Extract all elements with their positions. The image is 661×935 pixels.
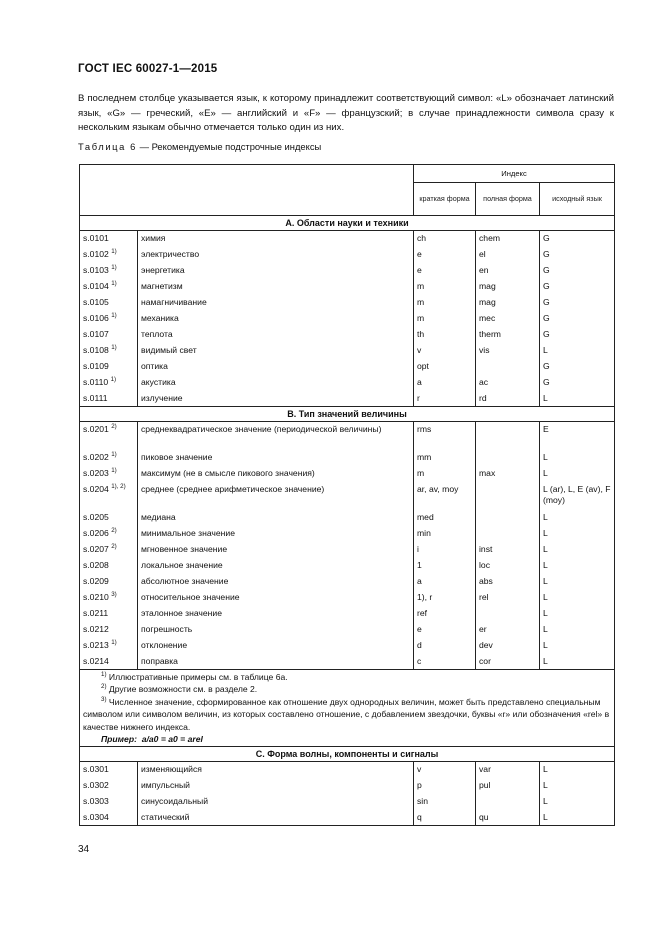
cell-full-form: dev [476,638,540,654]
cell-code [80,295,138,311]
cell-name: видимый свет [138,343,414,359]
table-row [80,231,615,247]
cell-full-form: rd [476,391,540,407]
note-1 [83,671,611,683]
cell-code [80,311,138,327]
cell-language: G [540,295,615,311]
table-row [80,638,615,654]
footnote-mark: 2) [111,526,117,534]
section-b-rows [80,422,615,670]
cell-code [80,590,138,606]
code-text: s.0203 [83,467,109,478]
note-2-mark: 2) [101,683,107,691]
cell-full-form [476,526,540,542]
code-text: s.0213 [83,639,109,650]
code-text: s.0301 [83,764,109,775]
cell-short-form: rms [414,422,476,450]
cell-language: L [540,606,615,622]
cell-code [80,247,138,263]
table-caption [78,141,321,152]
page-number: 34 [78,844,90,855]
cell-code [80,558,138,574]
cell-code [80,375,138,391]
cell-full-form [476,359,540,375]
section-a-title: А. Области науки и техники [80,216,615,231]
cell-full-form: cor [476,654,540,670]
footnote-mark: 1), 2) [111,482,126,490]
cell-full-form [476,606,540,622]
cell-code [80,279,138,295]
section-b-notes [80,670,615,747]
code-text: s.0204 [83,483,109,494]
cell-language: L [540,466,615,482]
table-row [80,311,615,327]
cell-language: L [540,450,615,466]
cell-language: E [540,422,615,450]
cell-short-form: min [414,526,476,542]
cell-name: эталонное значение [138,606,414,622]
cell-name: минимальное значение [138,526,414,542]
cell-short-form: d [414,638,476,654]
footnote-mark: 1) [111,638,117,646]
cell-code [80,263,138,279]
code-text: s.0214 [83,655,109,666]
cell-full-form: qu [476,810,540,826]
note-3-text: Численное значение, сформированное как отношение двух однородных величин, может быть представлено специальным символом или символом величин, из которых составлено отношение, с добавлением звездочки, буквы «r» или обозначения «rel» в качестве нижнего индекса. [83,696,610,732]
note-2-text: Другие возможности см. в разделе 2. [108,684,258,695]
cell-short-form: m [414,279,476,295]
table-row [80,295,615,311]
cell-full-form: rel [476,590,540,606]
cell-code [80,231,138,247]
code-text: s.0210 [83,591,109,602]
cell-name: синусоидальный [138,794,414,810]
table-header-source-language: исходный язык [540,183,615,216]
cell-code [80,510,138,526]
cell-name: теплота [138,327,414,343]
code-text: s.0202 [83,451,109,462]
footnote-mark: 1) [111,466,117,474]
cell-full-form: chem [476,231,540,247]
cell-full-form [476,422,540,450]
cell-short-form: m [414,295,476,311]
cell-short-form: a [414,574,476,590]
cell-language: L [540,526,615,542]
cell-language: G [540,327,615,343]
cell-full-form: el [476,247,540,263]
cell-short-form: 1), r [414,590,476,606]
cell-short-form: med [414,510,476,526]
code-text: s.0302 [83,779,109,790]
cell-code [80,359,138,375]
footnote-mark: 1) [111,263,117,271]
cell-full-form: loc [476,558,540,574]
table-row [80,375,615,391]
code-text: s.0207 [83,543,109,554]
code-text: s.0212 [83,623,109,634]
cell-full-form: er [476,622,540,638]
cell-full-form [476,450,540,466]
code-text: s.0102 [83,248,109,259]
cell-full-form: var [476,762,540,778]
table-row [80,279,615,295]
cell-full-form: max [476,466,540,482]
table-row [80,654,615,670]
cell-code [80,422,138,450]
cell-short-form: sin [414,794,476,810]
cell-language: L [540,654,615,670]
cell-code [80,622,138,638]
table-row [80,343,615,359]
cell-short-form: opt [414,359,476,375]
cell-language: L [540,558,615,574]
code-text: s.0201 [83,424,109,434]
footnote-mark: 1) [111,343,117,351]
cell-short-form: a [414,375,476,391]
table-row [80,622,615,638]
cell-code [80,574,138,590]
footnote-mark: 1) [111,311,117,319]
cell-code [80,542,138,558]
cell-short-form: p [414,778,476,794]
cell-name: абсолютное значение [138,574,414,590]
code-text: s.0211 [83,607,109,618]
cell-short-form: ref [414,606,476,622]
cell-code [80,810,138,826]
cell-name: магнетизм [138,279,414,295]
note-example [83,733,611,745]
cell-language: G [540,247,615,263]
cell-short-form: ch [414,231,476,247]
cell-language: G [540,231,615,247]
code-text: s.0208 [83,559,109,570]
cell-name: энергетика [138,263,414,279]
cell-short-form: ar, av, moy [414,482,476,510]
table-row [80,263,615,279]
cell-code [80,466,138,482]
cell-code [80,794,138,810]
code-text: s.0103 [83,264,109,275]
cell-name: механика [138,311,414,327]
cell-language: L [540,762,615,778]
cell-name: пиковое значение [138,450,414,466]
code-text: s.0101 [83,233,109,243]
cell-short-form: r [414,391,476,407]
table-caption-title: Рекомендуемые подстрочные индексы [151,141,322,152]
document-header: ГОСТ IEC 60027-1—2015 [78,63,218,75]
example-label: Пример: [101,734,137,745]
note-3-mark: 3) [101,695,107,703]
section-b-title: В. Тип значений величины [80,407,615,422]
cell-name: изменяющийся [138,762,414,778]
cell-language: L [540,391,615,407]
section-c-rows [80,762,615,826]
cell-short-form: v [414,762,476,778]
cell-name: медиана [138,510,414,526]
section-a-rows [80,231,615,407]
note-1-text: Иллюстративные примеры см. в таблице 6а. [108,672,288,682]
note-1-mark: 1) [101,671,107,678]
footnote-mark: 1) [111,450,117,458]
table-header-blank [80,165,414,216]
table-row [80,422,615,450]
note-3 [83,696,611,733]
cell-full-form: therm [476,327,540,343]
table-row [80,526,615,542]
cell-name: намагничивание [138,295,414,311]
cell-name: статический [138,810,414,826]
cell-short-form: i [414,542,476,558]
cell-short-form: q [414,810,476,826]
cell-full-form: abs [476,574,540,590]
cell-name: максимум (не в смысле пикового значения) [138,466,414,482]
cell-code [80,526,138,542]
code-text: s.0106 [83,312,109,323]
note-2 [83,683,611,695]
cell-code [80,606,138,622]
table-row [80,762,615,778]
cell-short-form: mm [414,450,476,466]
cell-language: G [540,359,615,375]
cell-name: импульсный [138,778,414,794]
cell-language: L [540,810,615,826]
cell-code [80,638,138,654]
cell-full-form: vis [476,343,540,359]
cell-full-form: mag [476,279,540,295]
cell-short-form: m [414,466,476,482]
cell-code [80,343,138,359]
footnote-mark: 1) [110,375,117,383]
cell-name: излучение [138,391,414,407]
code-text: s.0304 [83,811,109,822]
cell-name: поправка [138,654,414,670]
table-caption-label: Таблица 6 [78,141,137,152]
cell-name: локальное значение [138,558,414,574]
cell-code [80,450,138,466]
cell-full-form: inst [476,542,540,558]
table-row [80,466,615,482]
subscripts-table [79,164,615,826]
table-row [80,606,615,622]
code-text: s.0206 [83,527,109,538]
code-text: s.0110 [83,376,109,387]
table-row [80,558,615,574]
code-text: s.0104 [83,280,109,291]
cell-name: мгновенное значение [138,542,414,558]
cell-short-form: th [414,327,476,343]
cell-language: L [540,574,615,590]
cell-short-form: e [414,622,476,638]
cell-short-form: 1 [414,558,476,574]
cell-full-form [476,510,540,526]
code-text: s.0108 [83,344,109,355]
cell-language: L [540,542,615,558]
cell-language: L [540,510,615,526]
cell-code [80,327,138,343]
cell-code [80,482,138,510]
cell-full-form: mec [476,311,540,327]
table-row [80,510,615,526]
cell-language: L [540,638,615,654]
table-header-full-form: полная форма [476,183,540,216]
code-text: s.0105 [83,296,109,307]
table-row [80,247,615,263]
cell-name: погрешность [138,622,414,638]
cell-language: L [540,622,615,638]
cell-name: среднеквадратическое значение (периодической величины) [138,422,414,450]
cell-full-form: ac [476,375,540,391]
cell-name: относительное значение [138,590,414,606]
cell-language: L [540,343,615,359]
cell-language: G [540,279,615,295]
table-row [80,794,615,810]
table-header-short-form: краткая форма [414,183,476,216]
cell-code [80,391,138,407]
cell-language: G [540,311,615,327]
footnote-mark: 3) [111,590,117,598]
cell-language: G [540,263,615,279]
cell-full-form [476,482,540,510]
cell-name: акустика [138,375,414,391]
table-row [80,327,615,343]
table-row [80,359,615,375]
code-text: s.0205 [83,511,109,522]
footnote-mark: 1) [111,279,117,287]
code-text: s.0111 [83,392,108,403]
footnote-mark: 1) [111,247,117,255]
table-header-index: Индекс [414,165,615,183]
cell-code [80,778,138,794]
footnote-mark: 2) [111,423,117,430]
table-row [80,574,615,590]
cell-full-form [476,794,540,810]
intro-paragraph: В последнем столбце указывается язык, к которому принадлежит соответствующий символ: «L» обозначает латинский язык, «G» — греческий, «E» — английский и «F» — французский; в случае принадлежности символа сразу к нескольким языкам обычно отмечается только один из них. [78,93,614,134]
table-row [80,482,615,510]
cell-short-form: e [414,263,476,279]
cell-code [80,762,138,778]
cell-short-form: c [414,654,476,670]
cell-name: электричество [138,247,414,263]
table-row [80,810,615,826]
code-text: s.0109 [83,360,109,371]
cell-name: среднее (среднее арифметическое значение) [138,482,414,510]
footnote-mark: 2) [111,542,117,550]
table-row [80,778,615,794]
table-row [80,450,615,466]
table-row [80,391,615,407]
code-text: s.0107 [83,328,109,339]
cell-language: G [540,375,615,391]
cell-name: химия [138,231,414,247]
code-text: s.0303 [83,795,109,806]
cell-short-form: v [414,343,476,359]
cell-language: L [540,794,615,810]
code-text: s.0209 [83,575,109,586]
cell-short-form: m [414,311,476,327]
example-formula: a/a0 = a0 = arel [141,734,203,745]
cell-name: оптика [138,359,414,375]
cell-full-form: pul [476,778,540,794]
table-row [80,542,615,558]
section-c-title: С. Форма волны, компоненты и сигналы [80,747,615,762]
table-row [80,590,615,606]
table-caption-dash: — [136,141,152,152]
cell-full-form: en [476,263,540,279]
cell-language: L [540,590,615,606]
cell-full-form: mag [476,295,540,311]
cell-language: L (ar), L, E (av), F (moy) [540,482,615,510]
cell-short-form: e [414,247,476,263]
cell-code [80,654,138,670]
cell-name: отклонение [138,638,414,654]
cell-language: L [540,778,615,794]
